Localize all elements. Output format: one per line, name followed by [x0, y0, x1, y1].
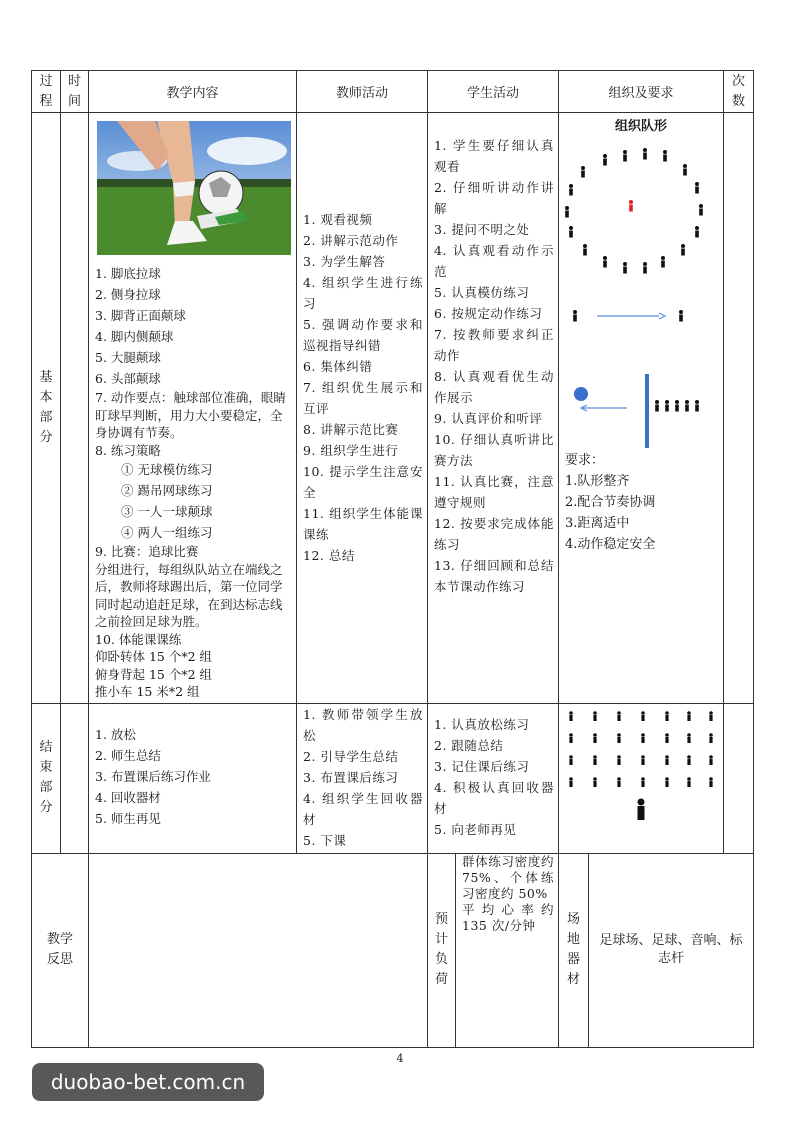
teacher-item: 3. 布置课后练习	[303, 769, 399, 785]
student-item: 5. 认真模仿练习	[434, 285, 530, 300]
strategy-item: ③ 一人一球颠球	[121, 504, 213, 519]
basic-organization-cell	[559, 113, 724, 704]
content-item: 3. 脚背正面颠球	[95, 308, 186, 323]
requirement-item: 3.距离适中	[565, 516, 630, 531]
passing-drill	[573, 310, 683, 322]
reflection-row	[32, 853, 754, 1047]
reflection-label: 教学反思	[32, 853, 89, 1047]
header-organization: 组织及要求	[559, 71, 724, 113]
teacher-item: 8. 讲解示范比赛	[303, 422, 399, 437]
student-item: 3. 提问不明之处	[434, 222, 530, 237]
student-item: 4. 积极认真回收器材	[434, 779, 555, 816]
strategy-list	[95, 459, 292, 543]
teacher-item: 5. 下课	[303, 832, 347, 848]
game-description: 分组进行，每组纵队站立在端线之后，教师将球踢出后，第一位同学同时起动追赶足球，在到达标志线之前捡回足球为胜。	[95, 561, 283, 629]
basic-student-cell	[428, 113, 559, 704]
reflection-content-cell	[89, 853, 428, 1047]
requirement-item: 2.配合节奏协调	[565, 495, 656, 510]
teacher-item: 2. 引导学生总结	[303, 748, 399, 764]
fitness-item: 推小车 15 米*2 组	[95, 684, 200, 699]
football-photo	[97, 121, 291, 255]
content-item: 5. 师生再见	[95, 810, 161, 826]
ending-count-cell	[724, 703, 754, 853]
student-item: 12. 按要求完成体能练习	[434, 516, 555, 552]
content-item: 5. 大腿颠球	[95, 350, 161, 365]
page-number: 4	[396, 1052, 404, 1065]
teacher-item: 6. 集体纠错	[303, 359, 373, 374]
ending-teacher-list	[303, 704, 423, 851]
basic-section-label: 基本部分	[32, 113, 61, 704]
basic-time-cell	[61, 113, 89, 704]
header-process: 过程	[32, 71, 61, 113]
basic-section-row	[32, 113, 754, 704]
venue-text: 足球场、足球、音响、标志杆	[589, 853, 754, 1047]
fitness-item: 仰卧转体 15 个*2 组	[95, 649, 213, 664]
content-item: 2. 侧身拉球	[95, 287, 161, 302]
teacher-item: 7. 组织优生展示和互评	[303, 380, 423, 416]
content-item: 4. 脚内侧颠球	[95, 329, 174, 344]
requirement-item: 1.队形整齐	[565, 474, 630, 489]
venue-label: 场地器材	[559, 853, 589, 1047]
student-item: 5. 向老师再见	[434, 821, 517, 837]
teacher-item: 3. 为学生解答	[303, 254, 386, 269]
formation-diagram	[559, 134, 719, 450]
game-title: 9. 比赛：追球比赛	[95, 544, 199, 559]
header-count: 次数	[724, 71, 754, 113]
header-row	[32, 71, 754, 113]
student-item: 2. 仔细听讲动作讲解	[434, 180, 555, 216]
strategy-item: ① 无球模仿练习	[121, 462, 213, 477]
teacher-item: 10. 提示学生注意安全	[303, 464, 423, 500]
student-item: 4. 认真观看动作示范	[434, 243, 555, 279]
header-content: 教学内容	[89, 71, 297, 113]
content-item: 1. 放松	[95, 726, 136, 742]
basic-student-list	[434, 135, 554, 597]
basic-teacher-list	[303, 209, 423, 566]
teacher-item: 1. 教师带领学生放松	[303, 706, 423, 743]
circle-formation	[565, 148, 703, 274]
teacher-item: 12. 总结	[303, 548, 355, 563]
ending-section-row	[32, 703, 754, 853]
ending-time-cell	[61, 703, 89, 853]
strategy-item: ④ 两人一组练习	[121, 525, 213, 540]
teacher-item: 11. 组织学生体能课课练	[303, 506, 423, 542]
student-item: 9. 认真评价和听评	[434, 411, 543, 426]
key-points: 7. 动作要点：触球部位准确，眼睛盯球早判断，用力大小要稳定，全身协调有节奏。	[95, 390, 286, 440]
ending-student-cell	[428, 703, 559, 853]
student-item: 13. 仔细回顾和总结本节课动作练习	[434, 558, 555, 594]
teacher-item: 4. 组织学生进行练习	[303, 275, 423, 311]
students-grid	[569, 711, 713, 787]
header-time: 时间	[61, 71, 89, 113]
student-item: 11. 认真比赛，注意遵守规则	[434, 474, 555, 510]
org-title: 组织队形	[615, 119, 668, 134]
basic-content-list	[95, 263, 292, 389]
teacher-figure	[638, 798, 645, 820]
basic-teacher-cell	[297, 113, 428, 704]
student-item: 7. 按教师要求纠正动作	[434, 327, 555, 363]
content-item: 2. 师生总结	[95, 747, 161, 763]
student-item: 2. 跟随总结	[434, 737, 504, 753]
ending-formation-diagram	[559, 704, 719, 848]
ending-student-list	[434, 714, 554, 840]
watermark-badge: duobao-bet.com.cn	[32, 1063, 264, 1101]
load-label: 预计负荷	[428, 853, 456, 1047]
ending-teacher-cell	[297, 703, 428, 853]
requirements-title: 要求：	[565, 453, 605, 468]
content-item: 3. 布置课后练习作业	[95, 768, 211, 784]
ending-content-cell	[89, 703, 297, 853]
load-text	[456, 853, 559, 1047]
student-item: 8. 认真观看优生动作展示	[434, 369, 555, 405]
header-teacher: 教师活动	[297, 71, 428, 113]
basic-content-cell	[89, 113, 297, 704]
header-student: 学生活动	[428, 71, 559, 113]
chase-drill	[574, 374, 699, 448]
strategy-title: 8. 练习策略	[95, 442, 161, 458]
ending-content-list	[95, 724, 292, 829]
content-item: 1. 脚底拉球	[95, 266, 161, 281]
fitness-title: 10. 体能课课练	[95, 631, 182, 647]
student-item: 1. 学生要仔细认真观看	[434, 138, 555, 174]
lesson-plan-table	[31, 70, 754, 1048]
teacher-item: 9. 组织学生进行	[303, 443, 399, 458]
content-item: 4. 回收器材	[95, 789, 161, 805]
basic-count-cell	[724, 113, 754, 704]
teacher-item: 2. 讲解示范动作	[303, 233, 399, 248]
load-description: 群体练习密度约75%、个体练习密度约 50% 平均心率约 135 次/分钟	[462, 853, 555, 933]
ending-organization-cell	[559, 703, 724, 853]
content-item: 6. 头部颠球	[95, 371, 161, 386]
ending-section-label: 结束部分	[32, 703, 61, 853]
student-item: 1. 认真放松练习	[434, 716, 530, 732]
student-item: 10. 仔细认真听讲比赛方法	[434, 432, 555, 468]
teacher-item: 5. 强调动作要求和巡视指导纠错	[303, 317, 423, 353]
student-item: 3. 记住课后练习	[434, 758, 530, 774]
teacher-item: 1. 观看视频	[303, 212, 373, 227]
requirement-item: 4.动作稳定安全	[565, 537, 656, 552]
strategy-item: ② 踢吊网球练习	[121, 483, 213, 498]
fitness-item: 俯身背起 15 个*2 组	[95, 666, 213, 682]
teacher-item: 4. 组织学生回收器材	[303, 790, 423, 827]
student-item: 6. 按规定动作练习	[434, 306, 543, 321]
